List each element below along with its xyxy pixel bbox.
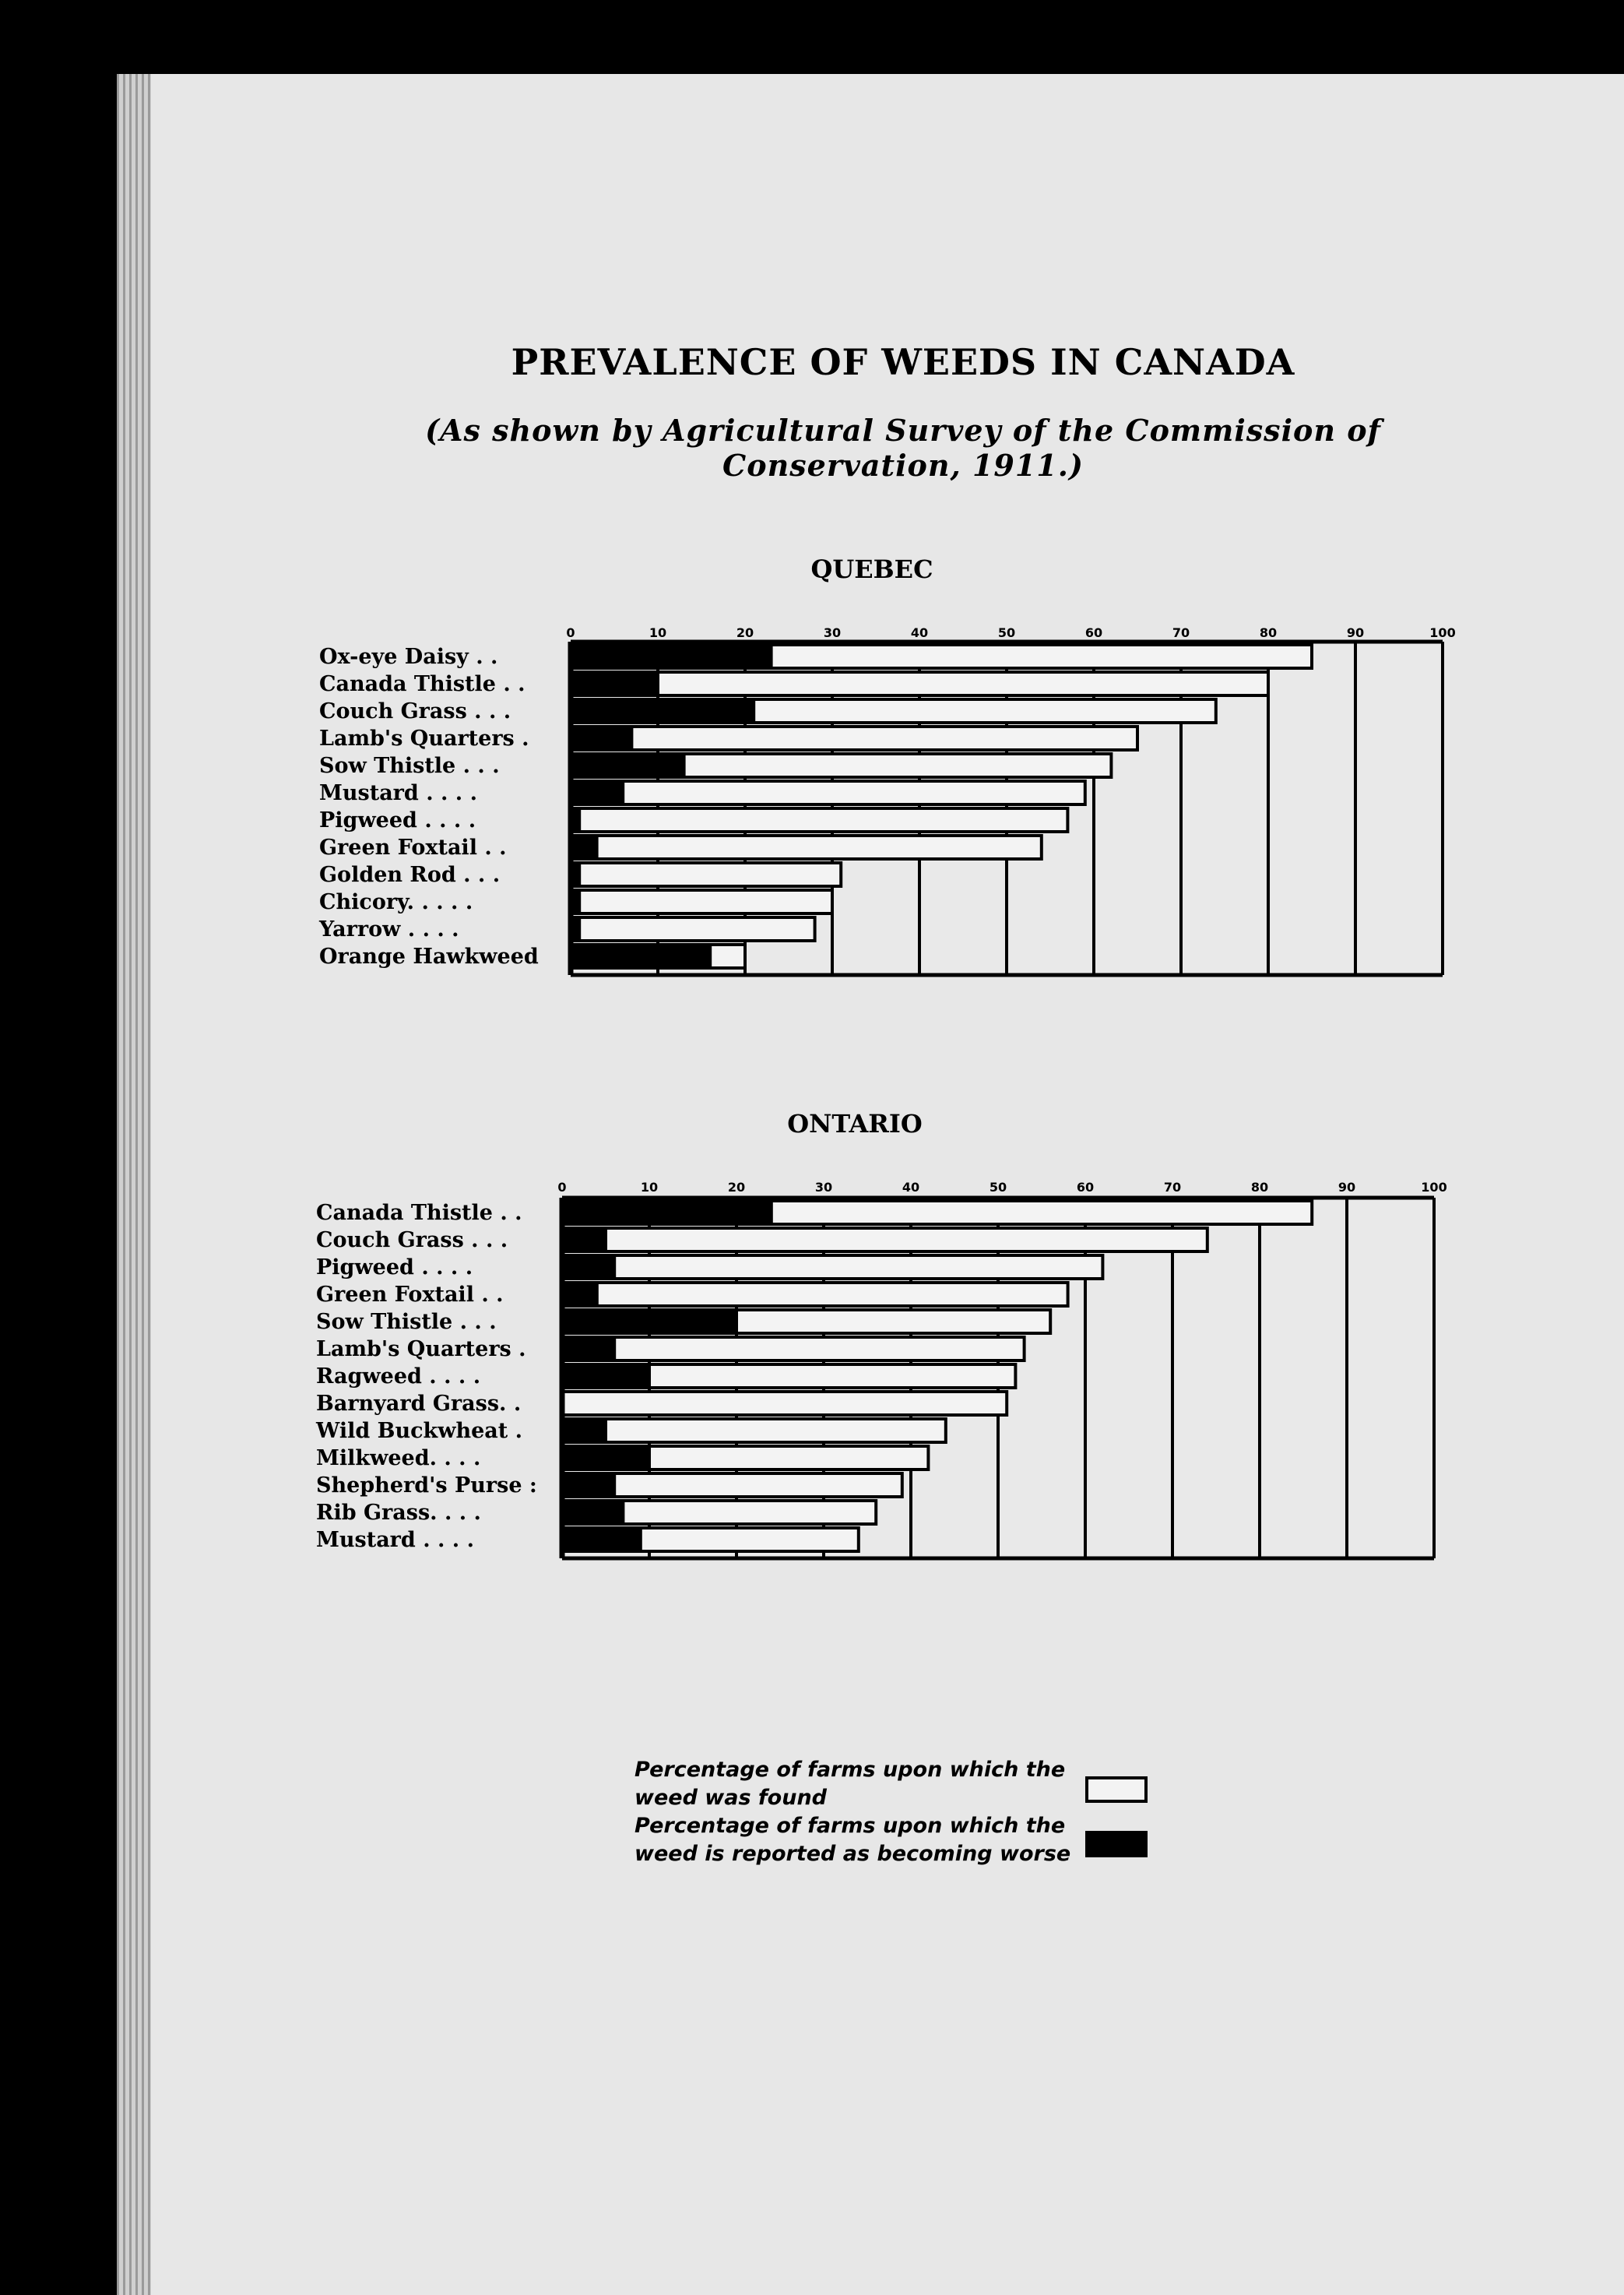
legend-worse-label: Percentage of farms upon which the weed is reported as becoming worse [634,1814,1071,1866]
y-category-label: Lamb's Quarters . [316,1337,526,1361]
x-tick-label: 60 [1076,1180,1095,1195]
x-tick-label: 0 [557,1180,567,1195]
legend-found-swatch [1085,1776,1148,1803]
legend-found-label: Percentage of farms upon which the weed was found [634,1758,1066,1810]
bar-found [562,1228,1207,1251]
y-category-label: Yarrow . . . . [319,917,459,942]
y-category-label: Pigweed . . . . [319,808,476,832]
x-tick-label: 50 [989,1180,1007,1195]
x-tick-label: 60 [1084,625,1103,640]
x-tick-label: 70 [1163,1180,1182,1195]
y-category-label: Shepherd's Purse : [316,1473,537,1498]
bar-worse [562,1528,641,1551]
bar-worse [562,1283,597,1306]
y-category-label: Lamb's Quarters . [319,727,529,751]
x-tick-label: 70 [1172,625,1190,640]
x-tick-label: 20 [736,625,754,640]
bar-worse [562,1337,614,1360]
bar-worse [562,1364,649,1388]
x-tick-label: 80 [1259,625,1278,640]
page-subtitle: (As shown by Agricultural Survey of the Commission of Conservation, 1911.) [425,413,1381,483]
y-category-label: Barnyard Grass. . [316,1392,522,1416]
legend-worse-swatch [1085,1831,1148,1857]
bar-worse [562,1228,606,1251]
y-category-label: Pigweed . . . . [316,1255,473,1279]
chart-legend [631,1756,1176,1888]
x-tick-label: 10 [649,625,667,640]
y-category-label: Couch Grass . . . [316,1228,508,1252]
x-tick-label: 90 [1338,1180,1356,1195]
y-category-label: Sow Thistle . . . [316,1310,497,1334]
y-category-label: Wild Buckwheat . [316,1419,523,1443]
y-category-label: Orange Hawkweed [319,945,539,969]
y-category-label: Golden Rod . . . [319,863,501,887]
bar-worse [562,1310,736,1333]
x-tick-label: 50 [997,625,1016,640]
page-title: PREVALENCE OF WEEDS IN CANADA [511,341,1295,383]
x-tick-label: 20 [727,1180,746,1195]
bar-worse [562,1501,623,1524]
bar-found [562,1337,1025,1360]
x-tick-label: 90 [1346,625,1365,640]
bar-found [562,1283,1068,1306]
y-category-label: Mustard . . . . [316,1528,474,1552]
quebec-chart-title: QUEBEC [810,554,933,584]
y-category-label: Milkweed. . . . [316,1446,481,1470]
y-category-label: Rib Grass. . . . [316,1501,481,1525]
x-tick-label: 0 [566,625,575,640]
x-tick-label: 30 [814,1180,833,1195]
bar-worse [562,1255,614,1279]
y-category-label: Green Foxtail . . [316,1283,504,1307]
y-category-label: Mustard . . . . [319,781,477,805]
bar-worse [562,1473,614,1497]
x-tick-label: 40 [910,625,929,640]
bar-found [562,1255,1102,1279]
x-tick-label: 10 [640,1180,659,1195]
bar-worse [562,1446,649,1470]
x-tick-label: 80 [1250,1180,1269,1195]
x-tick-label: 40 [902,1180,920,1195]
ontario-chart-title: ONTARIO [787,1109,923,1139]
y-category-label: Canada Thistle . . [316,1201,522,1225]
y-category-label: Couch Grass . . . [319,699,511,723]
y-category-label: Ragweed . . . . [316,1364,481,1389]
y-category-label: Ox-eye Daisy . . [319,645,498,669]
y-category-label: Sow Thistle . . . [319,754,500,778]
y-category-label: Chicory. . . . . [319,890,473,914]
bar-found [562,1392,1007,1415]
x-tick-label: 100 [1429,625,1456,640]
y-category-label: Canada Thistle . . [319,672,526,696]
bar-worse [562,1419,606,1442]
x-tick-label: 30 [823,625,842,640]
x-tick-label: 100 [1421,1180,1447,1195]
bar-found [562,1419,946,1442]
y-category-label: Green Foxtail . . [319,836,507,860]
bar-worse [562,1201,772,1224]
